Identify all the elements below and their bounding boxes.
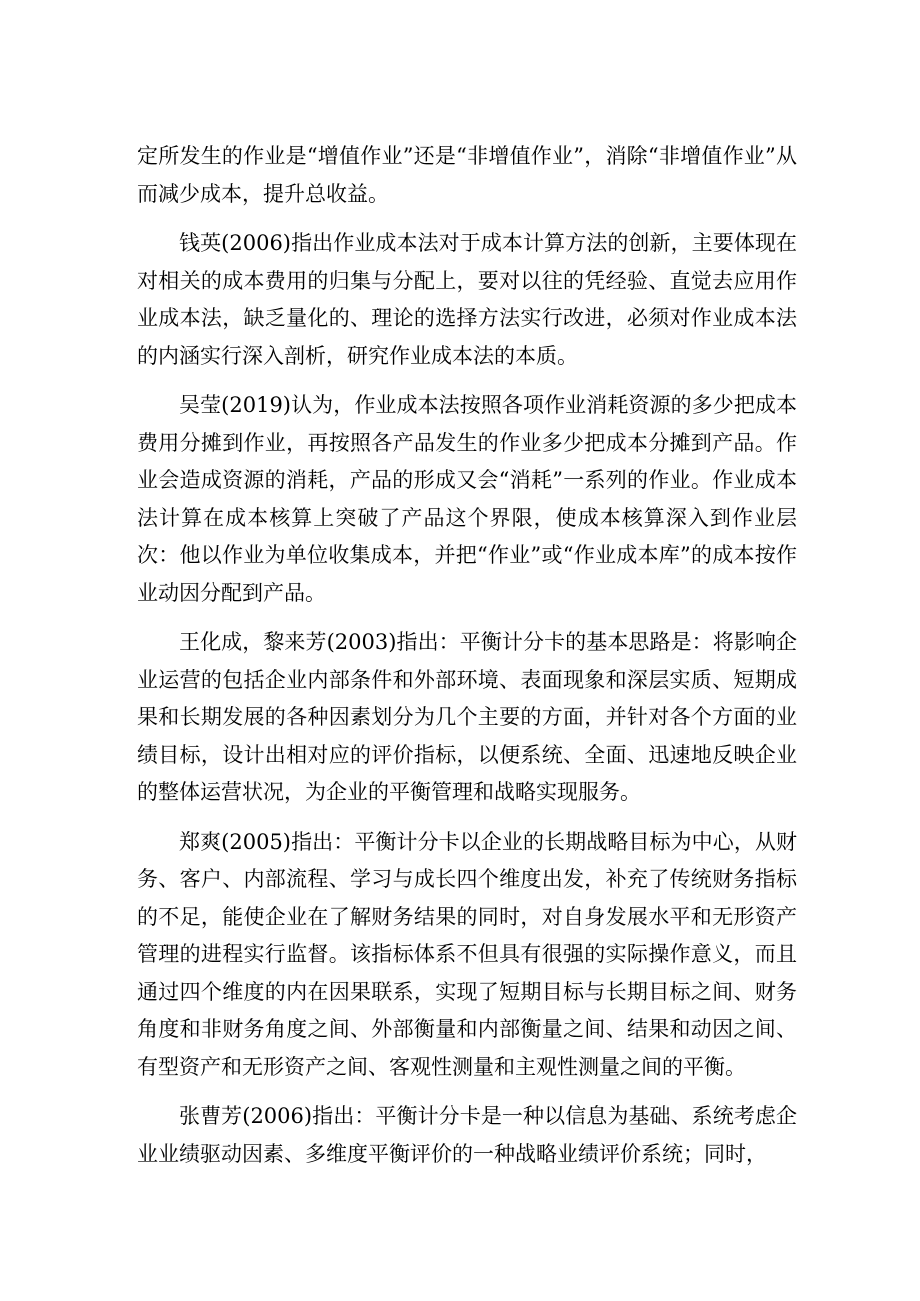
paragraph-zheng-shuang: 郑爽(2005)指出：平衡计分卡以企业的长期战略目标为中心，从财务、客户、内部流程、学习与成长四个维度出发，补充了传统财务指标的不足，能使企业在了解财务结果的同时，对自身发展水平和无形资产管理的进程实行监督。该指标体系不但具有很强的实际操作意义，而且通过四个维度的内在因果联系，实现了短期目标与长期目标之间、财务角度和非财务角度之间、外部衡量和内部衡量之间、结果和动因之间、有型资产和无形资产之间、客观性测量和主观性测量之间的平衡。: [137, 829, 797, 1079]
paragraph-zhang-caofang: 张曹芳(2006)指出：平衡计分卡是一种以信息为基础、系统考虑企业业绩驱动因素、多维度平衡评价的一种战略业绩评价系统；同时，: [137, 1104, 797, 1166]
paragraph-wang-huacheng: 王化成，黎来芳(2003)指出：平衡计分卡的基本思路是：将影响企业运营的包括企业内部条件和外部环境、表面现象和深层实质、短期成果和长期发展的各种因素划分为几个主要的方面，并针对各个方面的业绩目标，设计出相对应的评价指标，以便系统、全面、迅速地反映企业的整体运营状况，为企业的平衡管理和战略实现服务。: [137, 630, 797, 804]
document-body: [137, 138, 797, 1185]
paragraph-continuation: 定所发生的作业是“增值作业”还是“非增值作业”，消除“非增值作业”从而减少成本，提升总收益。: [137, 144, 797, 206]
paragraph-wu-ying: 吴莹(2019)认为，作业成本法按照各项作业消耗资源的多少把成本费用分摊到作业，再按照各产品发生的作业多少把成本分摊到产品。作业会造成资源的消耗，产品的形成又会“消耗”一系列的作业。作业成本法计算在成本核算上突破了产品这个界限，使成本核算深入到作业层次：他以作业为单位收集成本，并把“作业”或“作业成本库”的成本按作业动因分配到产品。: [137, 393, 797, 605]
paragraph-qian-ying: 钱英(2006)指出作业成本法对于成本计算方法的创新，主要体现在对相关的成本费用的归集与分配上，要对以往的凭经验、直觉去应用作业成本法，缺乏量化的、理论的选择方法实行改进，必须对作业成本法的内涵实行深入剖析，研究作业成本法的本质。: [137, 231, 797, 368]
